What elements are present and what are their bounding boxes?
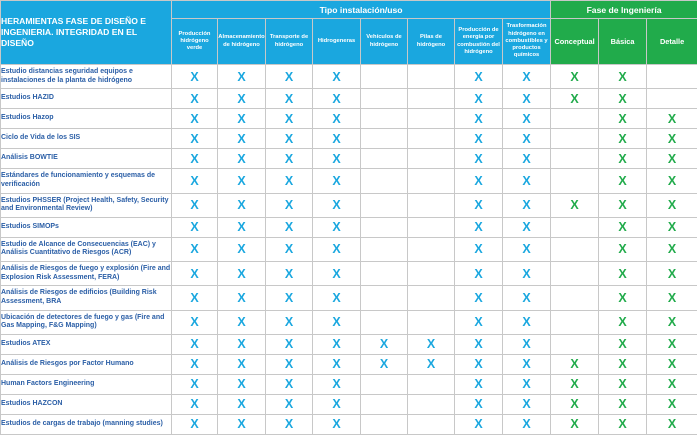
check-mark-cell: X [218,129,266,149]
check-mark-cell: X [313,237,361,261]
row-label: Estudios de cargas de trabajo (manning studies) [1,414,172,434]
check-mark-cell [361,89,408,109]
table-row [1,334,697,354]
check-mark-cell [551,149,599,169]
check-mark-cell: X [172,217,218,237]
check-mark-cell: X [647,394,697,414]
check-mark-cell [408,129,455,149]
check-mark-cell: X [455,334,503,354]
check-mark-cell: X [218,193,266,217]
check-mark-cell: X [551,394,599,414]
check-mark-cell: X [647,237,697,261]
check-mark-cell: X [455,374,503,394]
check-mark-cell: X [408,354,455,374]
check-mark-cell: X [503,193,551,217]
column-header: Detalle [647,19,697,65]
table-title: HERAMIENTAS FASE DE DISEÑO E INGENIERIA. INTEGRIDAD EN EL DISEÑO [1,1,172,65]
table-row [1,129,697,149]
table-row [1,149,697,169]
check-mark-cell [408,237,455,261]
row-label: Ubicación de detectores de fuego y gas (Fire and Gas Mapping, F&G Mapping) [1,310,172,334]
row-label: Estudios ATEX [1,334,172,354]
row-label: Estudios SIMOPs [1,217,172,237]
check-mark-cell: X [218,109,266,129]
check-mark-cell [551,286,599,310]
check-mark-cell: X [503,129,551,149]
check-mark-cell: X [503,149,551,169]
check-mark-cell: X [172,286,218,310]
check-mark-cell: X [408,334,455,354]
check-mark-cell: X [218,169,266,193]
column-header: Pilas de hidrógeno [408,19,455,65]
check-mark-cell: X [172,334,218,354]
check-mark-cell: X [503,310,551,334]
check-mark-cell [551,237,599,261]
check-mark-cell: X [599,193,647,217]
check-mark-cell [361,414,408,434]
check-mark-cell [408,109,455,129]
check-mark-cell: X [551,374,599,394]
table-row [1,286,697,310]
check-mark-cell: X [266,217,313,237]
check-mark-cell: X [218,374,266,394]
check-mark-cell: X [266,310,313,334]
check-mark-cell: X [503,89,551,109]
check-mark-cell: X [599,394,647,414]
check-mark-cell: X [266,149,313,169]
check-mark-cell: X [266,109,313,129]
check-mark-cell: X [503,262,551,286]
check-mark-cell [408,89,455,109]
check-mark-cell: X [266,374,313,394]
check-mark-cell [361,169,408,193]
check-mark-cell: X [503,109,551,129]
check-mark-cell: X [503,394,551,414]
check-mark-cell [361,65,408,89]
check-mark-cell: X [647,193,697,217]
column-header: Almacenamiento de hidrógeno [218,19,266,65]
check-mark-cell: X [266,394,313,414]
check-mark-cell [361,129,408,149]
check-mark-cell [408,169,455,193]
check-mark-cell: X [313,354,361,374]
check-mark-cell: X [503,354,551,374]
table-row [1,354,697,374]
check-mark-cell: X [599,149,647,169]
check-mark-cell: X [599,89,647,109]
check-mark-cell [361,262,408,286]
check-mark-cell: X [172,129,218,149]
check-mark-cell [551,129,599,149]
check-mark-cell: X [455,217,503,237]
row-label: Estudio de Alcance de Consecuencias (EAC) y Análisis Cuantitativo de Riesgos (ACR) [1,237,172,261]
check-mark-cell: X [647,262,697,286]
check-mark-cell [408,374,455,394]
column-header: Básica [599,19,647,65]
check-mark-cell [361,217,408,237]
check-mark-cell: X [313,414,361,434]
check-mark-cell: X [266,262,313,286]
check-mark-cell: X [455,169,503,193]
check-mark-cell: X [172,354,218,374]
table-row [1,310,697,334]
check-mark-cell: X [503,374,551,394]
row-label: Estudio distancias seguridad equipos e instalaciones de la planta de hidrógeno [1,65,172,89]
check-mark-cell: X [266,414,313,434]
check-mark-cell: X [172,310,218,334]
check-mark-cell: X [647,354,697,374]
check-mark-cell: X [599,334,647,354]
installation-type-header: Tipo instalación/uso [172,1,551,19]
check-mark-cell: X [455,310,503,334]
table-row [1,394,697,414]
table-row [1,65,697,89]
table-row [1,169,697,193]
check-mark-cell [647,65,697,89]
check-mark-cell: X [647,129,697,149]
check-mark-cell [408,217,455,237]
check-mark-cell: X [266,65,313,89]
check-mark-cell [361,149,408,169]
column-header: Hidrogeneras [313,19,361,65]
check-mark-cell: X [599,237,647,261]
check-mark-cell: X [503,65,551,89]
check-mark-cell: X [455,109,503,129]
engineering-phase-header: Fase de Ingeniería [551,1,697,19]
check-mark-cell [361,109,408,129]
check-mark-cell: X [218,89,266,109]
check-mark-cell [647,89,697,109]
check-mark-cell [408,262,455,286]
check-mark-cell: X [647,334,697,354]
check-mark-cell: X [266,169,313,193]
check-mark-cell [408,286,455,310]
table-row [1,414,697,434]
table-row [1,109,697,129]
check-mark-cell: X [503,286,551,310]
column-header: Conceptual [551,19,599,65]
row-label: Estudios Hazop [1,109,172,129]
check-mark-cell: X [551,65,599,89]
check-mark-cell: X [172,149,218,169]
check-mark-cell [551,109,599,129]
check-mark-cell [361,310,408,334]
check-mark-cell: X [455,394,503,414]
check-mark-cell: X [172,414,218,434]
check-mark-cell: X [266,334,313,354]
row-label: Análisis de Riesgos de fuego y explosión (Fire and Explosion Risk Assessment, FERA) [1,262,172,286]
check-mark-cell [361,394,408,414]
row-label: Análisis de Riesgos de edificios (Building Risk Assessment, BRA [1,286,172,310]
table-row [1,374,697,394]
check-mark-cell [551,169,599,193]
check-mark-cell: X [551,354,599,374]
check-mark-cell: X [313,286,361,310]
check-mark-cell: X [599,262,647,286]
check-mark-cell: X [266,237,313,261]
check-mark-cell: X [218,262,266,286]
column-header: Producción hidrógeno verde [172,19,218,65]
check-mark-cell: X [313,129,361,149]
check-mark-cell: X [361,354,408,374]
check-mark-cell: X [599,169,647,193]
check-mark-cell: X [172,65,218,89]
check-mark-cell [551,310,599,334]
check-mark-cell: X [455,414,503,434]
check-mark-cell: X [599,217,647,237]
check-mark-cell: X [503,237,551,261]
row-label: Estudios PHSSER (Project Health, Safety, Security and Environmental Review) [1,193,172,217]
check-mark-cell: X [313,149,361,169]
check-mark-cell: X [455,286,503,310]
check-mark-cell: X [455,65,503,89]
check-mark-cell: X [218,65,266,89]
row-label: Análisis BOWTIE [1,149,172,169]
row-label: Análisis de Riesgos por Factor Humano [1,354,172,374]
check-mark-cell: X [172,169,218,193]
check-mark-cell: X [647,286,697,310]
check-mark-cell: X [218,414,266,434]
check-mark-cell: X [266,354,313,374]
check-mark-cell [408,414,455,434]
check-mark-cell: X [455,262,503,286]
check-mark-cell: X [313,334,361,354]
check-mark-cell: X [599,310,647,334]
check-mark-cell: X [172,237,218,261]
check-mark-cell: X [455,354,503,374]
check-mark-cell: X [503,334,551,354]
check-mark-cell: X [361,334,408,354]
check-mark-cell [408,149,455,169]
check-mark-cell: X [647,149,697,169]
check-mark-cell: X [647,169,697,193]
row-label: Estudios HAZCON [1,394,172,414]
column-header: Trasformación hidrógeno en combustibles y productos químicos [503,19,551,65]
check-mark-cell: X [218,310,266,334]
check-mark-cell: X [647,217,697,237]
check-mark-cell: X [313,394,361,414]
check-mark-cell: X [172,374,218,394]
check-mark-cell: X [218,237,266,261]
column-header: Vehículos de hidrógeno [361,19,408,65]
table-row [1,89,697,109]
check-mark-cell: X [172,109,218,129]
table-row [1,193,697,217]
column-header: Transporte de hidrógeno [266,19,313,65]
check-mark-cell: X [313,217,361,237]
check-mark-cell: X [551,414,599,434]
check-mark-cell: X [647,414,697,434]
check-mark-cell: X [266,193,313,217]
check-mark-cell: X [313,65,361,89]
check-mark-cell [408,310,455,334]
check-mark-cell: X [266,89,313,109]
check-mark-cell: X [503,217,551,237]
table-row [1,262,697,286]
check-mark-cell: X [599,414,647,434]
row-label: Estudios HAZID [1,89,172,109]
check-mark-cell: X [172,262,218,286]
check-mark-cell: X [313,193,361,217]
check-mark-cell [551,262,599,286]
check-mark-cell: X [599,129,647,149]
check-mark-cell: X [647,109,697,129]
check-mark-cell [551,334,599,354]
check-mark-cell: X [218,149,266,169]
check-mark-cell: X [172,394,218,414]
check-mark-cell: X [313,310,361,334]
check-mark-cell: X [599,109,647,129]
row-label: Human Factors Engineering [1,374,172,394]
check-mark-cell: X [551,193,599,217]
check-mark-cell [361,286,408,310]
check-mark-cell: X [599,354,647,374]
check-mark-cell: X [313,169,361,193]
table-row [1,237,697,261]
check-mark-cell: X [599,374,647,394]
check-mark-cell: X [455,237,503,261]
check-mark-cell: X [455,149,503,169]
check-mark-cell: X [266,286,313,310]
check-mark-cell: X [218,286,266,310]
check-mark-cell: X [503,169,551,193]
check-mark-cell: X [218,217,266,237]
check-mark-cell: X [647,374,697,394]
check-mark-cell [551,217,599,237]
check-mark-cell: X [266,129,313,149]
check-mark-cell: X [313,89,361,109]
check-mark-cell: X [313,374,361,394]
check-mark-cell: X [503,414,551,434]
check-mark-cell: X [455,129,503,149]
check-mark-cell: X [172,89,218,109]
table-row [1,217,697,237]
check-mark-cell [408,193,455,217]
check-mark-cell [408,65,455,89]
check-mark-cell [361,374,408,394]
check-mark-cell: X [599,65,647,89]
row-label: Estándares de funcionamiento y esquemas de verificación [1,169,172,193]
check-mark-cell: X [455,89,503,109]
check-mark-cell [361,237,408,261]
check-mark-cell: X [218,354,266,374]
row-label: Ciclo de Vida de los SIS [1,129,172,149]
check-mark-cell: X [455,193,503,217]
check-mark-cell: X [313,262,361,286]
check-mark-cell: X [172,193,218,217]
check-mark-cell: X [551,89,599,109]
check-mark-cell: X [313,109,361,129]
check-mark-cell: X [599,286,647,310]
check-mark-cell: X [647,310,697,334]
check-mark-cell [361,193,408,217]
check-mark-cell: X [218,394,266,414]
column-header: Producción de energía por combustión del hidrógeno [455,19,503,65]
check-mark-cell [408,394,455,414]
check-mark-cell: X [218,334,266,354]
